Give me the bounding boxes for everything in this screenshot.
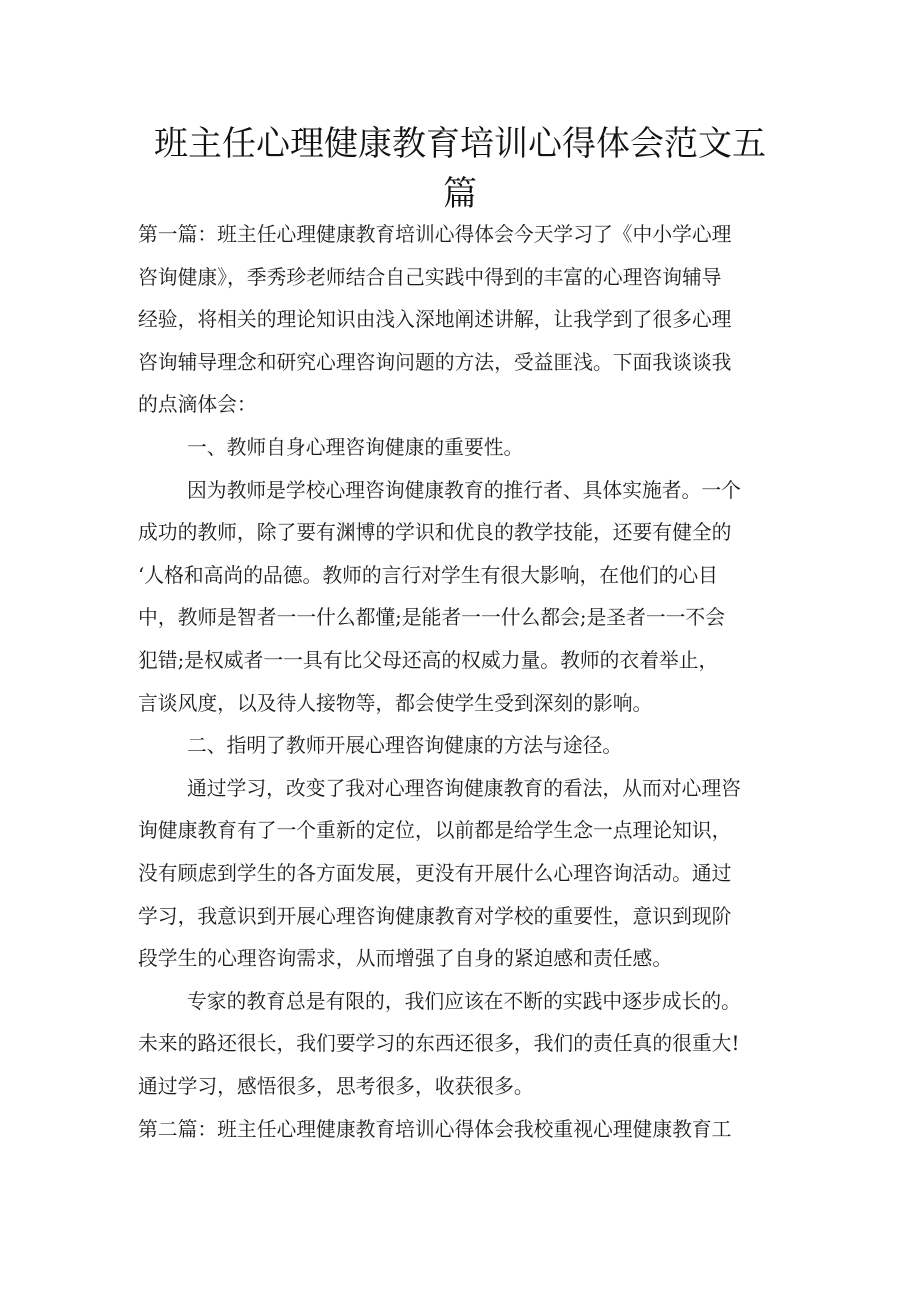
paragraph-line: ‘人格和高尚的品德。教师的言行对学生有很大影响，在他们的心目 [138,563,718,587]
paragraph-line: 咨询健康》，季秀珍老师结合自己实践中得到的丰富的心理咨询辅导 [138,265,722,289]
paragraph-line: 中，教师是智者一一什么都懂;是能者一一什么都会;是圣者一一不会 [138,606,725,630]
paragraph-line: 言谈风度，以及待人接物等，都会使学生受到深刻的影响。 [138,691,653,715]
paragraph-line: 询健康教育有了一个重新的定位，以前都是给学生念一点理论知识， [138,819,732,843]
paragraph-line: 学习，我意识到开展心理咨询健康教育对学校的重要性，意识到现阶 [138,904,732,928]
paragraph-line: 专家的教育总是有限的，我们应该在不断的实践中逐步成长的。 [187,989,741,1013]
paragraph-line: 犯错;是权威者一一具有比父母还高的权威力量。教师的衣着举止， [138,649,719,672]
document-title-line-2: 篇 [443,174,477,214]
paragraph-line: 经验，将相关的理论知识由浅入深地阐述讲解，让我学到了很多心理 [138,308,732,332]
paragraph-line: 未来的路还很长，我们要学习的东西还很多，我们的责任真的很重大! [138,1032,740,1056]
paragraph-line: 咨询辅导理念和研究心理咨询问题的方法，受益匪浅。下面我谈谈我 [138,350,732,374]
document-title-line-1: 班主任心理健康教育培训心得体会范文五 [154,124,766,164]
paragraph-line: 第二篇：班主任心理健康教育培训心得体会我校重视心理健康教育工 [138,1117,732,1141]
paragraph-line: 通过学习，改变了我对心理咨询健康教育的看法，从而对心理咨 [187,776,741,800]
paragraph-line: 成功的教师，除了要有渊博的学识和优良的教学技能，还要有健全的 [138,521,732,545]
paragraph-line: 二、指明了教师开展心理咨询健康的方法与途径。 [187,734,623,758]
paragraph-line: 通过学习，感悟很多，思考很多，收获很多。 [138,1075,534,1098]
paragraph-line: 第一篇：班主任心理健康教育培训心得体会今天学习了《中小学心理 [138,223,732,246]
paragraph-line: 因为教师是学校心理咨询健康教育的推行者、具体实施者。一个 [187,478,741,502]
paragraph-line: 一、教师自身心理咨询健康的重要性。 [187,436,524,459]
paragraph-line: 的点滴体会： [138,393,257,417]
paragraph-line: 段学生的心理咨询需求，从而增强了自身的紧迫感和责任感。 [138,947,673,971]
paragraph-line: 没有顾虑到学生的各方面发展，更没有开展什么心理咨询活动。通过 [138,862,732,885]
